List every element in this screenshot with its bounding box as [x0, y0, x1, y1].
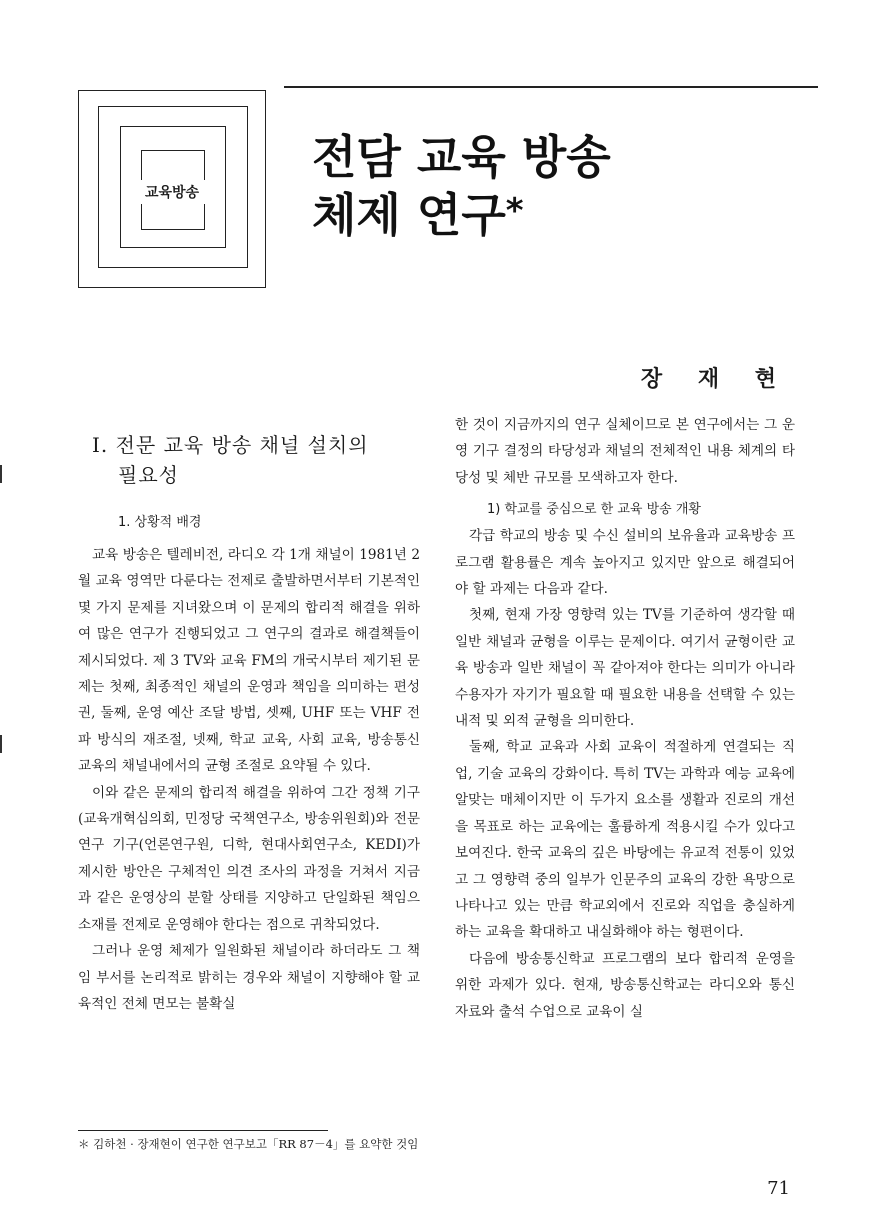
margin-mark — [0, 735, 2, 753]
title-line-2-text: 체제 연구 — [312, 188, 506, 242]
section-title — [78, 430, 420, 490]
header-rule — [284, 86, 818, 88]
title-line-1: 전담 교육 방송 — [312, 130, 611, 184]
article-title — [312, 128, 752, 244]
margin-mark — [0, 465, 2, 483]
emblem-label: 교육방송 — [130, 180, 214, 204]
paragraph: 첫째, 현재 가장 영향력 있는 TV를 기준하여 생각할 때 일반 채널과 균형을 이루는 문제이다. 여기서 균형이란 교육 방송과 일반 채널이 꼭 같아져야 한다는 의미가 아니라 수용자가 자기가 필요할 때 필요한 내용을 선택할 수 있는 내적 및 외적 균형을 의미한다. — [455, 607, 795, 730]
footnote: ＊ 김하천 · 장재현이 연구한 연구보고「RR 87－4」를 요약한 것임 — [78, 1137, 419, 1151]
paragraph: 그러나 운영 체제가 일원화된 채널이라 하더라도 그 책임 부서를 논리적로 밝히는 경우와 채널이 지향해야 할 교육적인 전체 면모는 불확실 — [78, 943, 420, 1012]
page-number: 71 — [767, 1178, 790, 1199]
paragraph: 교육 방송은 텔레비전, 라디오 각 1개 채널이 1981년 2월 교육 영역만 다룬다는 전제로 출발하면서부터 기본적인 몇 가지 문제를 지녀왔으며 이 문제의 합리적 해결을 위하여 많은 연구가 진행되었고 그 연구의 결과로 해결책들이 제시되었다. 제 3 TV와 교육 FM의 개국시부터 제기된 문제는 첫째, 최종적인 채널의 운영과 책임을 의미하는 편성권, 둘째, 운영 예산 조달 방법, 셋째, UHF 또는 VHF 전파 방식의 재조절, 넷째, 학교 교육, 사회 교육, 방송통신 교육의 채널내에서의 균형 조절로 요약될 수 있다. — [78, 547, 420, 775]
paragraph: 다음에 방송통신학교 프로그램의 보다 합리적 운영을 위한 과제가 있다. 현재, 방송통신학교는 라디오와 통신 자료와 출석 수업으로 교육이 실 — [455, 950, 795, 1020]
title-line-2 — [312, 186, 752, 244]
left-column — [78, 430, 420, 1017]
paragraph: 각급 학교의 방송 및 수신 설비의 보유율과 교육방송 프로그램 활용률은 계속 높아지고 있지만 앞으로 해결되어야 할 과제는 다음과 같다. — [455, 528, 795, 598]
section-title-line-2: 필요성 — [118, 463, 179, 487]
paragraph: 이와 같은 문제의 합리적 해결을 위하여 그간 정책 기구(교육개혁심의회, 민정당 국책연구소, 방송위원회)와 전문 연구 기구(언론연구원, 디학, 현대사회연구소, KEDI)가 제시한 방안은 구체적인 의견 조사의 과정을 거쳐서 지금과 같은 운영상의 분할 상태를 지양하고 단일화된 책임으 소재를 전제로 운영해야 한다는 점으로 귀착되었다. — [78, 784, 420, 933]
author-name: 장 재 현 — [640, 367, 790, 392]
subheading-background: 1. 상황적 배경 — [118, 515, 202, 530]
title-footnote-mark: * — [505, 191, 524, 231]
section-title-line-1: Ⅰ. 전문 교육 방송 채널 설치의 — [92, 433, 369, 457]
paragraph: 둘째, 학교 교육과 사회 교육이 적절하게 연결되는 직업, 기술 교육의 강화이다. 특히 TV는 과학과 예능 교육에 알맞는 매체이지만 이 두가지 요소를 생활과 진로의 개선을 목표로 하는 교육에는 훌륭하게 적용시킬 수가 있다고 보여진다. 한국 교육의 깊은 바탕에는 유교적 전통이 있었고 그 영향력 중의 일부가 인문주의 교육의 강한 욕망으로 나타나고 있는 만큼 학교외에서 진로와 직업을 충실하게 하는 교육을 확대하고 내실화해야 하는 형편이다. — [455, 739, 795, 941]
paragraph: 한 것이 지금까지의 연구 실체이므로 본 연구에서는 그 운영 기구 결정의 타당성과 채널의 전체적인 내용 체계의 타당성 및 체반 규모를 모색하고자 한다. — [455, 417, 795, 486]
subheading-school-broadcast: 1) 학교를 중심으로 한 교육 방송 개황 — [487, 502, 701, 518]
footnote-rule — [78, 1130, 328, 1131]
right-column — [455, 412, 795, 1025]
